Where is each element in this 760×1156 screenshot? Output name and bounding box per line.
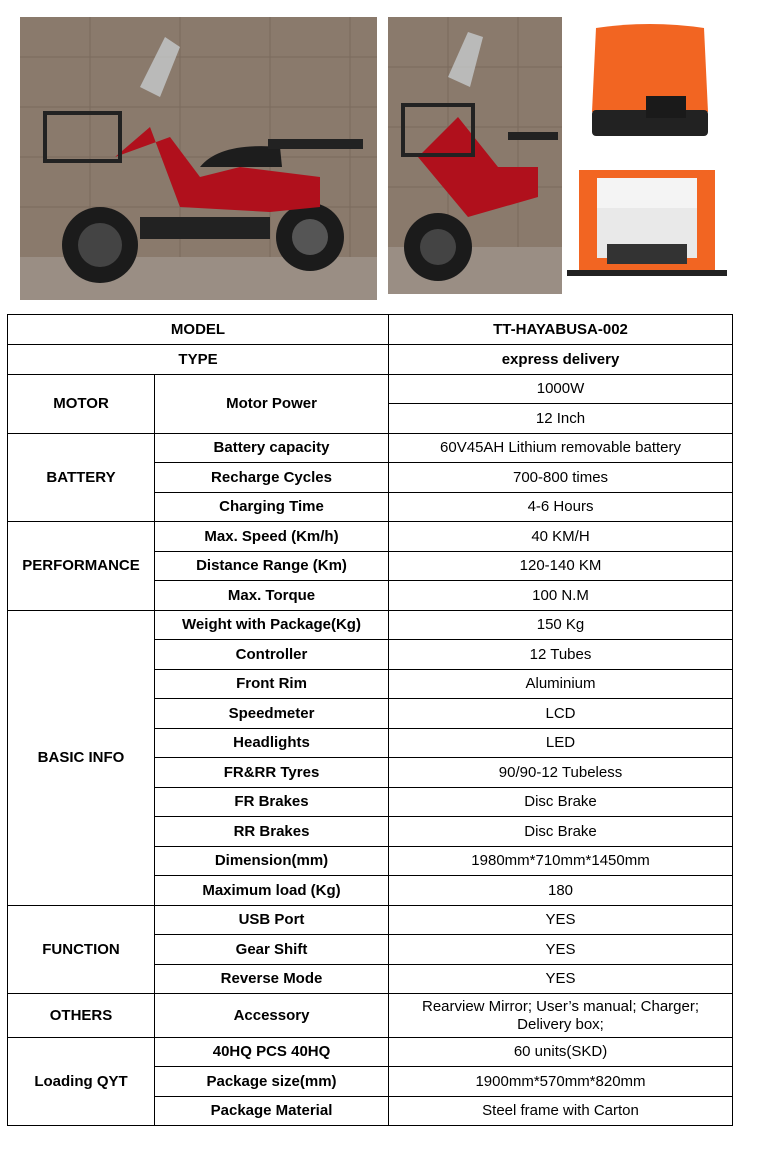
table-row bbox=[8, 434, 733, 463]
delivery-box-open-photo bbox=[567, 170, 727, 276]
spec-label: Headlights bbox=[155, 729, 389, 758]
spec-value: Disc Brake bbox=[389, 788, 733, 817]
section-performance: PERFORMANCE bbox=[8, 522, 155, 611]
spec-value: 12 Tubes bbox=[389, 640, 733, 670]
spec-label: Charging Time bbox=[155, 493, 389, 522]
spec-value: 700-800 times bbox=[389, 463, 733, 493]
spec-label: Package Material bbox=[155, 1097, 389, 1126]
spec-value: 60V45AH Lithium removable battery bbox=[389, 434, 733, 463]
spec-value: YES bbox=[389, 906, 733, 935]
model-row bbox=[8, 315, 733, 345]
spec-label: Max. Torque bbox=[155, 581, 389, 611]
section-battery: BATTERY bbox=[8, 434, 155, 522]
spec-label: RR Brakes bbox=[155, 817, 389, 847]
spec-value: 150 Kg bbox=[389, 611, 733, 640]
accessory-line: Delivery box; bbox=[517, 1015, 604, 1033]
spec-value: 12 Inch bbox=[389, 404, 733, 434]
section-basic-info: BASIC INFO bbox=[8, 611, 155, 906]
section-function: FUNCTION bbox=[8, 906, 155, 994]
spec-label: Package size(mm) bbox=[155, 1067, 389, 1097]
spec-label: Dimension(mm) bbox=[155, 847, 389, 876]
spec-label: Maximum load (Kg) bbox=[155, 876, 389, 906]
table-row bbox=[8, 375, 733, 404]
spec-value: YES bbox=[389, 965, 733, 994]
spec-value: 4-6 Hours bbox=[389, 493, 733, 522]
spec-value bbox=[389, 994, 733, 1038]
section-motor: MOTOR bbox=[8, 375, 155, 434]
model-label: MODEL bbox=[8, 315, 389, 345]
spec-value: LCD bbox=[389, 699, 733, 729]
spec-label: Gear Shift bbox=[155, 935, 389, 965]
table-row bbox=[8, 994, 733, 1038]
spec-label: Accessory bbox=[155, 994, 389, 1038]
spec-value: YES bbox=[389, 935, 733, 965]
scooter-front-photo bbox=[388, 17, 562, 294]
spec-value: 1980mm*710mm*1450mm bbox=[389, 847, 733, 876]
spec-label: 40HQ PCS 40HQ bbox=[155, 1038, 389, 1067]
delivery-box-closed-photo bbox=[586, 20, 714, 142]
spec-label: FR&RR Tyres bbox=[155, 758, 389, 788]
spec-label: Weight with Package(Kg) bbox=[155, 611, 389, 640]
spec-label: Motor Power bbox=[155, 375, 389, 434]
table-row bbox=[8, 611, 733, 640]
spec-label: Controller bbox=[155, 640, 389, 670]
spec-label: Reverse Mode bbox=[155, 965, 389, 994]
section-loading: Loading QYT bbox=[8, 1038, 155, 1126]
spec-value: 1000W bbox=[389, 375, 733, 404]
accessory-line: Rearview Mirror; User’s manual; Charger; bbox=[422, 997, 700, 1015]
table-row bbox=[8, 522, 733, 552]
table-row bbox=[8, 906, 733, 935]
spec-label: Front Rim bbox=[155, 670, 389, 699]
spec-value: LED bbox=[389, 729, 733, 758]
spec-value: Disc Brake bbox=[389, 817, 733, 847]
spec-value: 1900mm*570mm*820mm bbox=[389, 1067, 733, 1097]
spec-value: 120-140 KM bbox=[389, 552, 733, 581]
type-row bbox=[8, 345, 733, 375]
spec-label: USB Port bbox=[155, 906, 389, 935]
type-value: express delivery bbox=[389, 345, 733, 375]
spec-label: FR Brakes bbox=[155, 788, 389, 817]
spec-value: 90/90-12 Tubeless bbox=[389, 758, 733, 788]
spec-value: 180 bbox=[389, 876, 733, 906]
spec-value: 60 units(SKD) bbox=[389, 1038, 733, 1067]
spec-table bbox=[7, 314, 733, 1126]
spec-label: Battery capacity bbox=[155, 434, 389, 463]
type-label: TYPE bbox=[8, 345, 389, 375]
spec-value: 100 N.M bbox=[389, 581, 733, 611]
spec-label: Max. Speed (Km/h) bbox=[155, 522, 389, 552]
model-value: TT-HAYABUSA-002 bbox=[389, 315, 733, 345]
table-row bbox=[8, 1038, 733, 1067]
spec-value: 40 KM/H bbox=[389, 522, 733, 552]
spec-value: Aluminium bbox=[389, 670, 733, 699]
spec-value: Steel frame with Carton bbox=[389, 1097, 733, 1126]
section-others: OTHERS bbox=[8, 994, 155, 1038]
spec-label: Recharge Cycles bbox=[155, 463, 389, 493]
spec-label: Speedmeter bbox=[155, 699, 389, 729]
scooter-side-photo bbox=[20, 17, 377, 300]
spec-label: Distance Range (Km) bbox=[155, 552, 389, 581]
